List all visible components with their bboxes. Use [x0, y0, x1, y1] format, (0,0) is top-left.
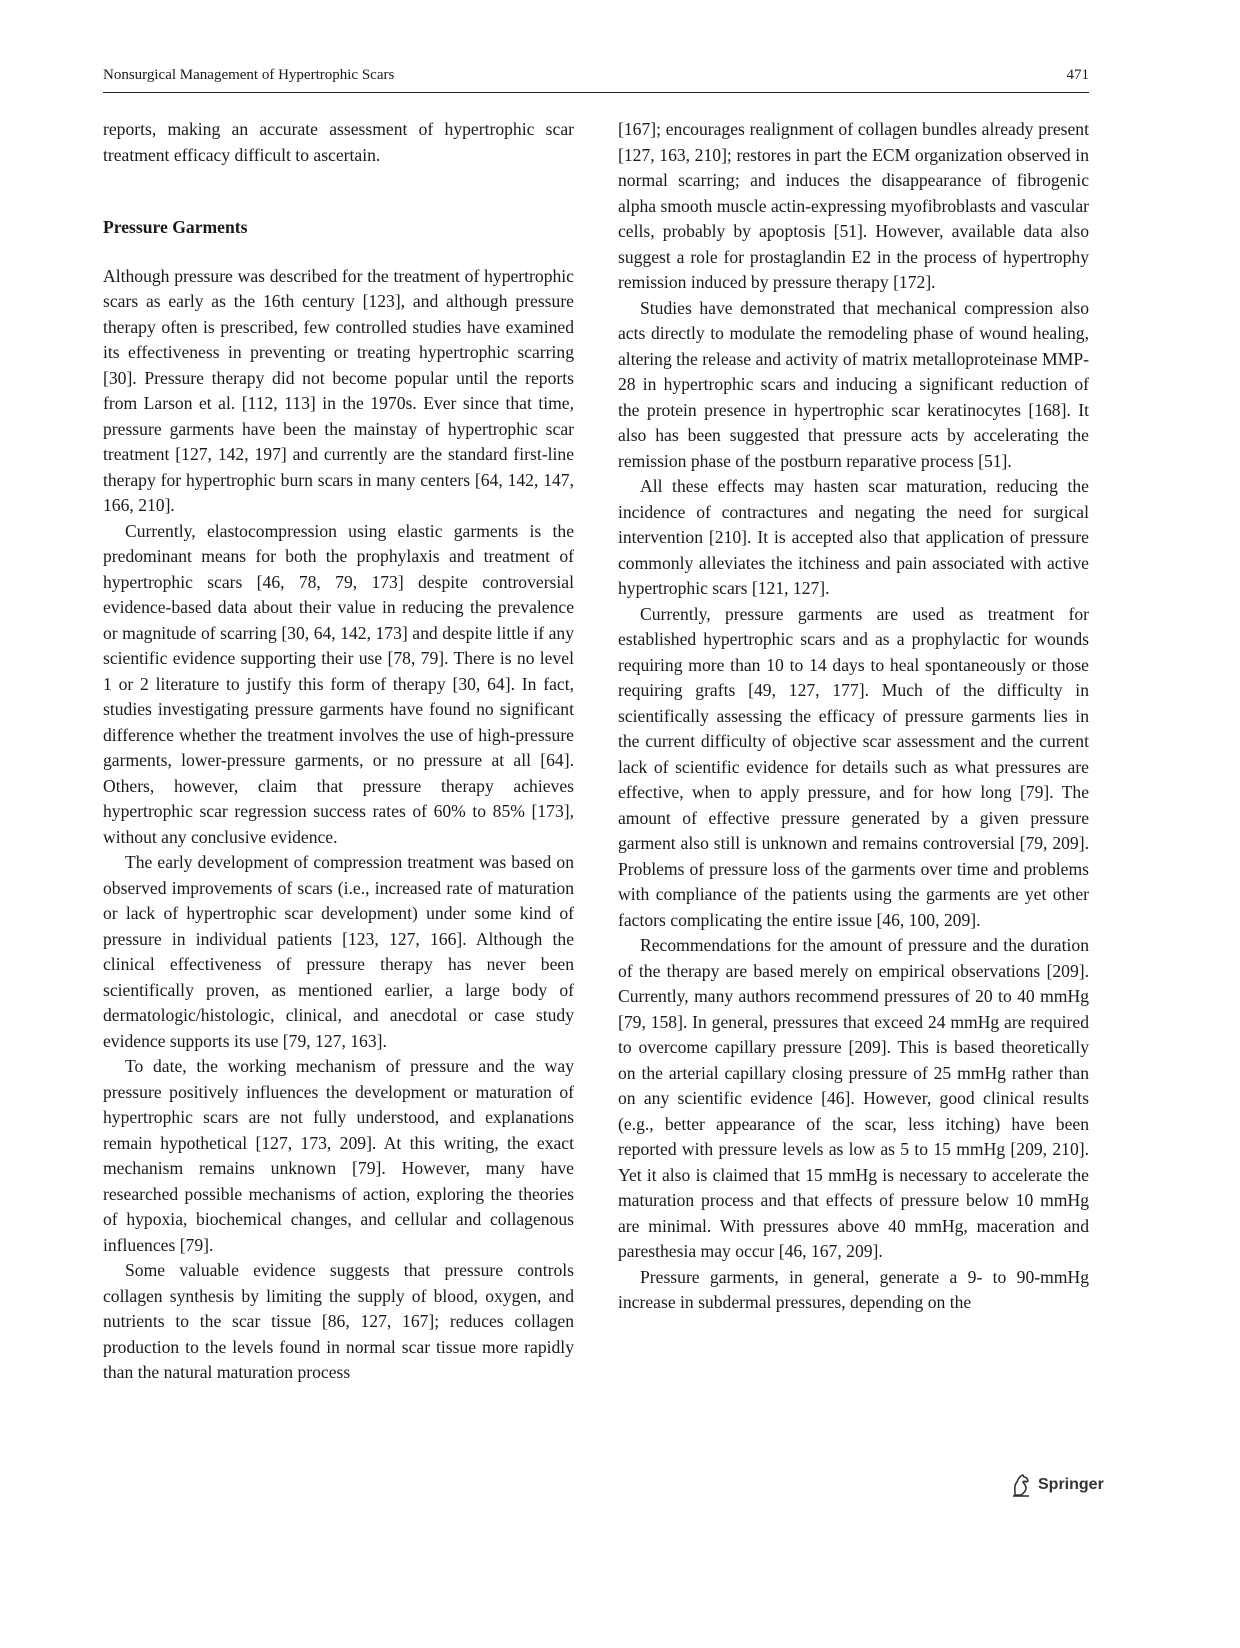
publisher-name: Springer: [1038, 1476, 1104, 1493]
springer-horse-icon: [1010, 1473, 1032, 1497]
page-number: 471: [1066, 67, 1089, 83]
body-paragraph: To date, the working mechanism of pressure and the way pressure positively influences the development or maturation of hypertrophic scars are not fully understood, and explanations remain hypothetical [127, 173, 209]. At this writing, the exact mechanism remains unknown [79]. However, many have researched possible mechanisms of action, exploring the theories of hypoxia, biochemical changes, and cellular and collagenous influences [79].: [103, 1056, 574, 1255]
body-paragraph: Although pressure was described for the treatment of hypertrophic scars as early as the 16th century [123], and although pressure therapy often is prescribed, few controlled studies have examined its effectiveness in preventing or treating hypertrophic scarring [30]. Pressure therapy did not become popular until the reports from Larson et al. [112, 113] in the 1970s. Ever since that time, pressure garments have been the mainstay of hypertrophic scar treatment [127, 142, 197] and currently are the standard first-line therapy for hypertrophic burn scars in many centers [64, 142, 147, 166, 210].: [103, 265, 574, 515]
body-paragraph: Currently, elastocompression using elastic garments is the predominant means for both the prophylaxis and treatment of hypertrophic scars [46, 78, 79, 173] despite controversial evidence-based data about their value in reducing the prevalence or magnitude of scarring [30, 64, 142, 173] and despite little if any scientific evidence supporting their use [78, 79]. There is no level 1 or 2 literature to justify this form of therapy [30, 64]. In fact, studies investigating pressure garments have found no significant difference whether the treatment involves the use of high-pressure garments, lower-pressure garments, or no pressure at all [64]. Others, however, claim that pressure therapy achieves hypertrophic scar regression success rates of 60% to 85% [173], without any conclusive evidence.: [103, 520, 574, 847]
running-head: [103, 64, 1089, 93]
body-paragraph: Recommendations for the amount of pressure and the duration of the therapy are based merely on empirical observations [209]. Currently, many authors recommend pressures of 20 to 40 mmHg [79, 158]. In general, pressures that exceed 24 mmHg are required to overcome capillary pressure [209]. This is based theoretically on the arterial capillary closing pressure of 25 mmHg rather than on any scientific evidence [46]. However, good clinical results (e.g., better appearance of the scar, less itching) have been reported with pressure levels as low as 5 to 15 mmHg [209, 210]. Yet it also is claimed that 15 mmHg is necessary to accelerate the maturation process and that effects of pressure below 10 mmHg are minimal. With pressures above 40 mmHg, maceration and paresthesia may occur [46, 167, 209].: [618, 935, 1089, 1261]
intro-paragraph: reports, making an accurate assessment of hypertrophic scar treatment efficacy difficult to ascertain.: [103, 119, 574, 165]
body-paragraph: Studies have demonstrated that mechanical compression also acts directly to modulate the remodeling phase of wound healing, altering the release and activity of matrix metalloproteinase MMP-28 in hypertrophic scars and inducing a significant reduction of the protein presence in hypertrophic scar keratinocytes [168]. It also has been suggested that pressure acts by accelerating the remission phase of the postburn reparative process [51].: [618, 297, 1089, 471]
body-paragraph: Pressure garments, in general, generate a 9- to 90-mmHg increase in subdermal pressures, depending on the: [618, 1266, 1089, 1312]
body-paragraph: Some valuable evidence suggests that pressure controls collagen synthesis by limiting the supply of blood, oxygen, and nutrients to the scar tissue [86, 127, 167]; reduces collagen production to the levels found in normal scar tissue more rapidly than the natural maturation process: [103, 1260, 574, 1382]
body-paragraph: Currently, pressure garments are used as treatment for established hypertrophic scars and as a prophylactic for wounds requiring more than 10 to 14 days to heal spontaneously or those requiring grafts [49, 127, 177]. Much of the difficulty in scientifically assessing the efficacy of pressure garments lies in the current difficulty of objective scar assessment and the current lack of scientific evidence for details such as what pressures are effective, when to apply pressure, and for how long [79]. The amount of effective pressure generated by a given pressure garment also still is unknown and remains controversial [79, 209]. Problems of pressure loss of the garments over time and problems with compliance of the patients using the garments are yet other factors complicating the entire issue [46, 100, 209].: [618, 603, 1089, 930]
section-heading: Pressure Garments: [103, 217, 248, 237]
left-column: [103, 117, 574, 1386]
right-column: [618, 117, 1089, 1316]
body-paragraph: The early development of compression treatment was based on observed improvements of scars (i.e., increased rate of maturation or lack of hypertrophic scar development) under some kind of pressure in individual patients [123, 127, 166]. Although the clinical effectiveness of pressure therapy has never been scientifically proven, as mentioned earlier, a large body of dermatologic/histologic, clinical, and anecdotal or case study evidence supports its use [79, 127, 163].: [103, 852, 574, 1051]
publisher-logo: [1010, 1472, 1104, 1498]
body-paragraph: All these effects may hasten scar maturation, reducing the incidence of contractures and negating the need for surgical intervention [210]. It is accepted also that application of pressure commonly alleviates the itchiness and pain associated with active hypertrophic scars [121, 127].: [618, 476, 1089, 598]
continuation-paragraph: [167]; encourages realignment of collagen bundles already present [127, 163, 210]; restores in part the ECM organization observed in normal scarring; and induces the disappearance of fibrogenic alpha smooth muscle actin-expressing myofibroblasts and vascular cells, probably by apoptosis [51]. However, available data also suggest a role for prostaglandin E2 in the process of hypertrophy remission induced by pressure therapy [172].: [618, 119, 1090, 292]
running-title: Nonsurgical Management of Hypertrophic Scars: [103, 67, 395, 83]
